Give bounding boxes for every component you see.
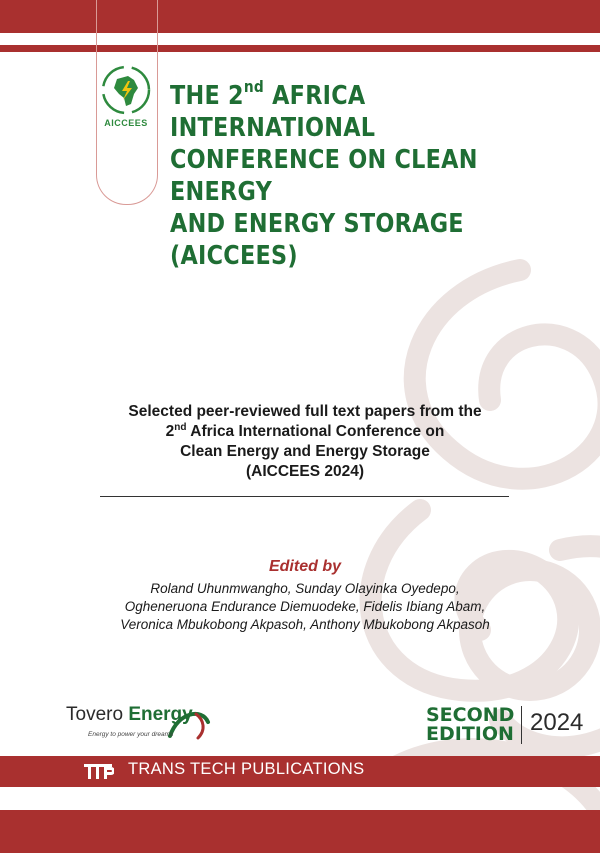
africa-map-icon <box>100 64 152 116</box>
subtitle-line-1: Selected peer-reviewed full text papers from the <box>128 403 482 420</box>
subtitle-line-2: 2nd Africa International Conference on <box>165 421 445 440</box>
logo-text: AICCEES <box>104 118 148 128</box>
edition-divider <box>521 706 522 744</box>
top-banner <box>0 0 600 33</box>
title-line-2: CONFERENCE ON CLEAN ENERGY <box>170 145 478 207</box>
subtitle-line-3: Clean Energy and Energy Storage <box>180 443 430 460</box>
sponsor-name: Tovero Energy <box>66 704 193 725</box>
top-stripe <box>0 45 600 52</box>
edition-label: SECOND EDITION <box>426 704 515 745</box>
edited-by-label: Edited by <box>268 558 341 575</box>
sponsor-logo <box>66 704 216 744</box>
editors-line: Veronica Mbukobong Akpasoh, Anthony Mbukobong Akpasoh <box>120 617 490 632</box>
title-line-1: THE 2nd AFRICA INTERNATIONAL <box>170 77 376 143</box>
subtitle-line-4: (AICCEES 2024) <box>245 463 364 480</box>
editors-list <box>60 580 550 634</box>
edition-year: 2024 <box>530 709 584 736</box>
title-line-3: AND ENERGY STORAGE (AICCEES) <box>170 209 464 271</box>
publisher-name: TRANS TECH PUBLICATIONS <box>128 760 365 778</box>
editors-line: Roland Uhunmwangho, Sunday Olayinka Oyedepo, <box>150 581 460 596</box>
bottom-banner <box>0 810 600 853</box>
sponsor-tagline: Energy to power your dreams <box>88 731 174 738</box>
editors-line: Ogheneruona Endurance Diemuodeke, Fidelis Ibiang Abam, <box>124 599 486 614</box>
ttp-logo-icon <box>84 762 114 780</box>
subtitle <box>100 402 510 482</box>
divider-rule <box>100 496 509 497</box>
conference-title <box>170 77 531 272</box>
